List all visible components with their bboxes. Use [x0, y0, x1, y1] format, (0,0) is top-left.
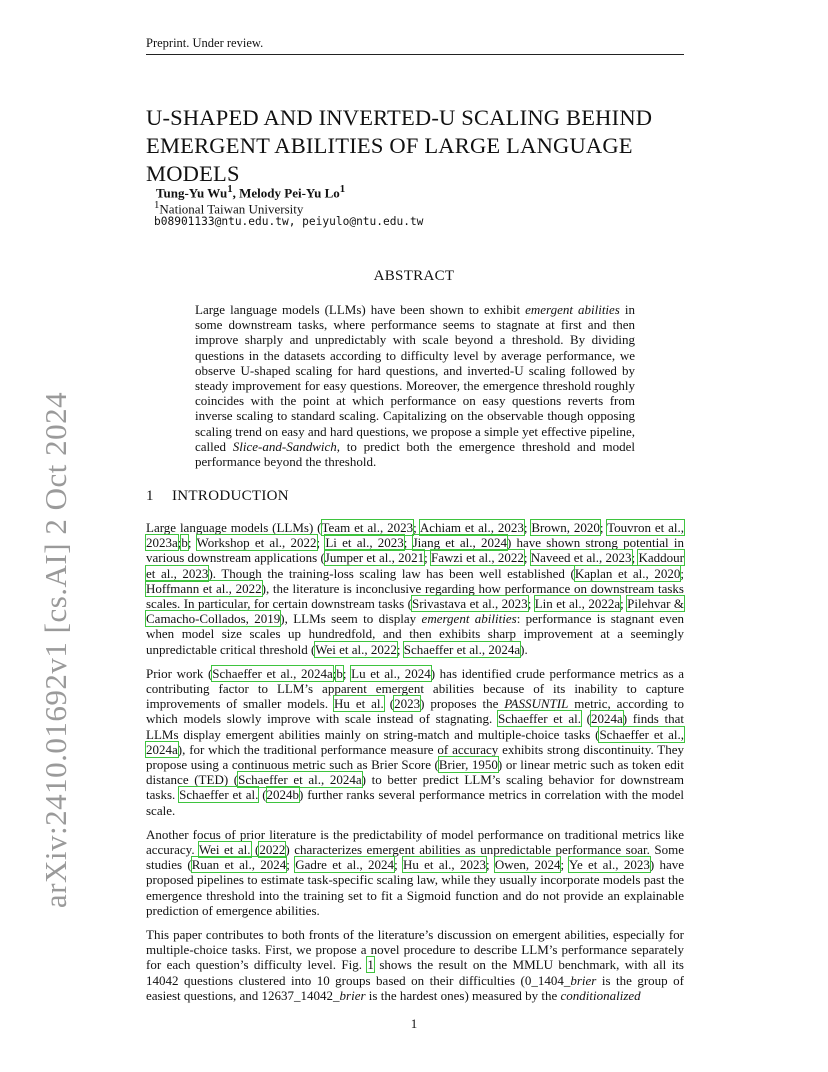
author-1: Tung-Yu Wu: [156, 185, 228, 201]
citation-link[interactable]: Hoffmann et al., 2022: [146, 580, 262, 596]
citation-link[interactable]: Jumper et al., 2021: [324, 550, 425, 566]
page-number: 1: [410, 1016, 418, 1031]
paper-title: [146, 104, 706, 188]
paragraph-3: Another focus of prior literature is the predictability of model performance on traditional metrics like accuracy. Wei et al. (2022) characterizes emergent abilities as unpredictable performance soar. Some studies (Ruan et al., 2024; Gadre et al., 2024; Hu et al., 2023; Owen, 2024; Ye et al., 2023) have proposed pipelines to estimate task-specific scaling law, while they usually incorporate models past the emergence threshold into the training set to fit a Sigmoid function and do not provide an explainable prediction of emergence abilities.: [146, 826, 684, 918]
citation-link[interactable]: Li et al., 2023: [325, 535, 404, 551]
citation-link[interactable]: Lu et al., 2024: [351, 665, 431, 681]
title-line-1: U-SHAPED AND INVERTED-U SCALING BEHIND: [146, 105, 653, 130]
citation-link[interactable]: Wei et al., 2022: [315, 641, 397, 657]
paragraph-2: Prior work (Schaeffer et al., 2024a;b; Lu et al., 2024) has identified crude performance metrics as a contributing factor to LLM’s apparent emergent abilities because of its inability to capture improvements of smaller models. Hu et al. (2023) proposes the PASSUNTIL metric, according to which models slowly improve with scale instead of stagnating. Schaeffer et al. (2024a) finds that LLMs display emergent abilities mainly on string-match and multiple-choice tasks (Schaeffer et al., 2024a), for which the traditional performance measure of accuracy exhibits strong discontinuity. They propose using a continuous metric such as Brier Score (Brier, 1950) or linear metric such as token edit distance (TED) (Schaeffer et al., 2024a) to better predict LLM’s scaling behavior for downstream tasks. Schaeffer et al. (2024b) further ranks several performance metrics in correlation with the model scale.: [146, 665, 685, 818]
paragraph-4: This paper contributes to both fronts of the literature’s discussion on emergent abilities, especially for multiple-choice tasks. First, we propose a novel procedure to describe LLM’s performance separately for each question’s difficulty level. Fig. 1 shows the result on the MMLU benchmark, with all its 14042 questions clustered into 10 groups based on their difficulties (0_1404_brier is the group of easiest questions, and 12637_14042_brier is the hardest ones) measured by the conditionalized: [146, 927, 684, 1003]
abstract-text: Large language models (LLMs) have been shown to exhibit emergent abilities in some downstream tasks, where performance seems to stagnate at first and then improve sharply and unpredictably with scale beyond a threshold. By dividing questions in the datasets according to difficulty level by average performance, we observe U-shaped scaling for hard questions, and inverted-U scaling followed by steady improvement for easy questions. Moreover, the emergence threshold roughly coincides with the point at which performance on easy questions reverts from inverse scaling to standard scaling. Capitalizing on the observable though opposing scaling trend on easy and hard questions, we propose a simple yet effective pipeline, called Slice-and-Sandwich, to predict both the emergence threshold and model performance beyond the threshold.: [195, 302, 635, 470]
citation-link[interactable]: b: [336, 665, 343, 681]
citation-link[interactable]: Naveed et al., 2023: [530, 550, 632, 566]
citation-link[interactable]: Schaeffer et al.: [179, 787, 259, 803]
citation-link[interactable]: Hu et al.: [334, 696, 384, 712]
citation-link[interactable]: Srivastava et al., 2023: [412, 596, 528, 612]
introduction-body: [146, 520, 684, 1012]
citation-link[interactable]: Hu et al., 2023: [402, 857, 486, 873]
abstract-heading: ABSTRACT: [373, 268, 455, 284]
citation-link[interactable]: Schaeffer et al., 2024a: [212, 665, 333, 681]
title-line-2: EMERGENT ABILITIES OF LARGE LANGUAGE MODELS: [146, 133, 633, 186]
citation-link[interactable]: Workshop et al., 2022: [196, 535, 317, 551]
citation-link[interactable]: Schaeffer et al., 2024a: [238, 772, 362, 788]
citation-link[interactable]: Schaeffer et al., 2024a: [146, 726, 685, 757]
citation-link[interactable]: Fawzi et al., 2022: [431, 550, 524, 566]
citation-link[interactable]: Brier, 1950: [438, 757, 498, 773]
citation-link[interactable]: Schaeffer et al., 2024a: [403, 641, 521, 657]
citation-link[interactable]: Wei et al.: [198, 842, 251, 858]
figure-reference-link[interactable]: 1: [367, 957, 374, 973]
citation-link[interactable]: Gadre et al., 2024: [295, 857, 395, 873]
citation-link[interactable]: Pilehvar & Camacho-Collados, 2019: [146, 596, 684, 627]
citation-link[interactable]: Ye et al., 2023: [568, 857, 650, 873]
author-emails: b08901133@ntu.edu.tw, peiyulo@ntu.edu.tw: [154, 215, 424, 228]
section-heading-introduction: 1 INTRODUCTION: [146, 488, 289, 504]
citation-link[interactable]: Owen, 2024: [494, 857, 561, 873]
citation-link[interactable]: 2024b: [266, 787, 300, 803]
citation-link[interactable]: Team et al., 2023: [321, 520, 414, 535]
citation-link[interactable]: Achiam et al., 2023: [419, 520, 524, 535]
citation-link[interactable]: 2022: [259, 842, 286, 858]
citation-link[interactable]: Jiang et al., 2024: [412, 535, 507, 551]
citation-link[interactable]: Ruan et al., 2024: [191, 857, 287, 873]
paragraph-1: Large language models (LLMs) (Team et al., 2023; Achiam et al., 2023; Brown, 2020; Touvron et al., 2023a;b; Workshop et al., 2022; Li et al., 2023; Jiang et al., 2024) have shown strong potential in various downstream applications (Jumper et al., 2021; Fawzi et al., 2022; Naveed et al., 2023; Kaddour et al., 2023). Though the training-loss scaling law has been well established (Kaplan et al., 2020; Hoffmann et al., 2022), the literature is inconclusive regarding how performance on downstream tasks scales. In particular, for certain downstream tasks (Srivastava et al., 2023; Lin et al., 2022a; Pilehvar & Camacho-Collados, 2019), LLMs seem to display emergent abilities: performance is stagnant even when model size scales up hundredfold, and then exhibits sharp improvement at a seemingly unpredictable critical threshold (Wei et al., 2022; Schaeffer et al., 2024a).: [146, 520, 684, 657]
citation-link[interactable]: b: [181, 535, 188, 551]
citation-link[interactable]: Touvron et al., 2023a: [146, 520, 684, 551]
citation-link[interactable]: Schaeffer et al.: [498, 711, 581, 727]
author-list: Tung-Yu Wu$^1$, Melody Pei-Yu Lo$^1$: [156, 183, 346, 201]
citation-link[interactable]: Brown, 2020: [531, 520, 600, 535]
running-header: Preprint. Under review.: [146, 36, 684, 55]
affiliation: $^1$National Taiwan University: [154, 199, 304, 217]
citation-link[interactable]: 2023: [394, 696, 421, 712]
citation-link[interactable]: 2024a: [591, 711, 623, 727]
citation-link[interactable]: Lin et al., 2022a: [534, 596, 621, 612]
author-2: Melody Pei-Yu Lo: [239, 185, 340, 201]
citation-link[interactable]: Kaddour et al., 2023: [146, 550, 684, 581]
citation-link[interactable]: Kaplan et al., 2020: [574, 565, 681, 581]
